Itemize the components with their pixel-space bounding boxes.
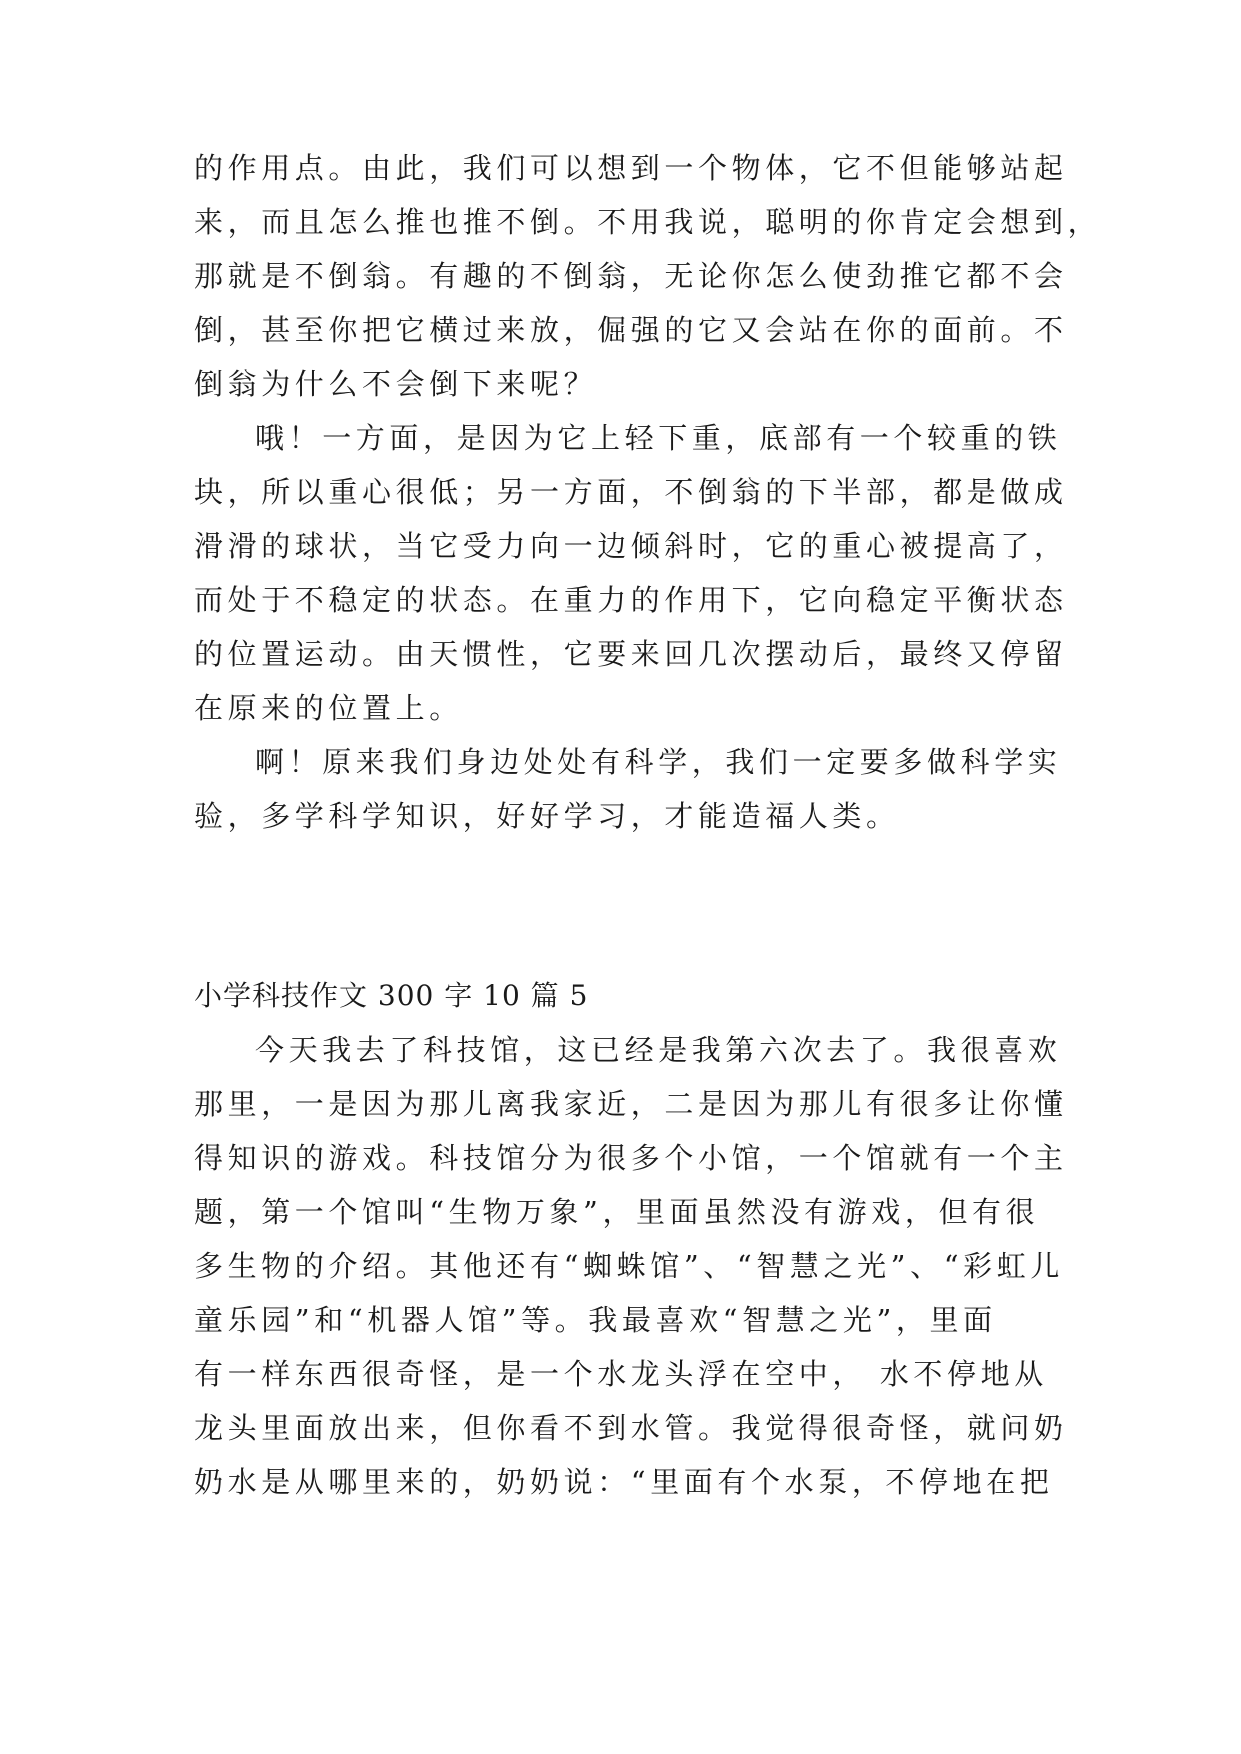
text-line: 奶水是从哪里来的，奶奶说：“里面有个水泵，不停地在把: [194, 1465, 1054, 1499]
text-line: 多生物的介绍。其他还有“蜘蛛馆”、“智慧之光”、“彩虹儿: [194, 1249, 1064, 1283]
text-line: 来，而且怎么推也推不倒。不用我说，聪明的你肯定会想到，: [194, 205, 1102, 239]
text-line: 那里，一是因为那儿离我家近，二是因为那儿有很多让你懂: [194, 1087, 1068, 1121]
text-line: 滑滑的球状，当它受力向一边倾斜时，它的重心被提高了，: [194, 529, 1068, 563]
text-line: 块，所以重心很低；另一方面，不倒翁的下半部，都是做成: [194, 475, 1068, 509]
text-line: 而处于不稳定的状态。在重力的作用下，它向稳定平衡状态: [194, 583, 1068, 617]
text-line: 啊！原来我们身边处处有科学，我们一定要多做科学实: [255, 745, 1062, 779]
text-line: 验，多学科学知识，好好学习，才能造福人类。: [194, 799, 900, 833]
article-title: 小学科技作文 300 字 10 篇 5: [194, 979, 589, 1012]
text-line: 的作用点。由此，我们可以想到一个物体，它不但能够站起: [194, 151, 1068, 185]
text-line: 今天我去了科技馆，这已经是我第六次去了。我很喜欢: [255, 1033, 1062, 1067]
text-line: 倒翁为什么不会倒下来呢？: [194, 367, 598, 401]
text-line: 的位置运动。由天惯性，它要来回几次摆动后，最终又停留: [194, 637, 1068, 671]
text-line: 倒，甚至你把它横过来放，倔强的它又会站在你的面前。不: [194, 313, 1068, 347]
text-line: 龙头里面放出来，但你看不到水管。我觉得很奇怪，就问奶: [194, 1411, 1068, 1445]
text-line: 题，第一个馆叫“生物万象”，里面虽然没有游戏，但有很: [194, 1195, 1040, 1229]
text-line: 哦！一方面，是因为它上轻下重，底部有一个较重的铁: [255, 421, 1062, 455]
text-line: 那就是不倒翁。有趣的不倒翁，无论你怎么使劲推它都不会: [194, 259, 1068, 293]
text-line: 童乐园”和“机器人馆”等。我最喜欢“智慧之光”，里面: [194, 1303, 997, 1337]
text-line: 在原来的位置上。: [194, 691, 463, 725]
text-line: 得知识的游戏。科技馆分为很多个小馆，一个馆就有一个主: [194, 1141, 1068, 1175]
text-line: 有一样东西很奇怪，是一个水龙头浮在空中， 水不停地从: [194, 1357, 1048, 1391]
